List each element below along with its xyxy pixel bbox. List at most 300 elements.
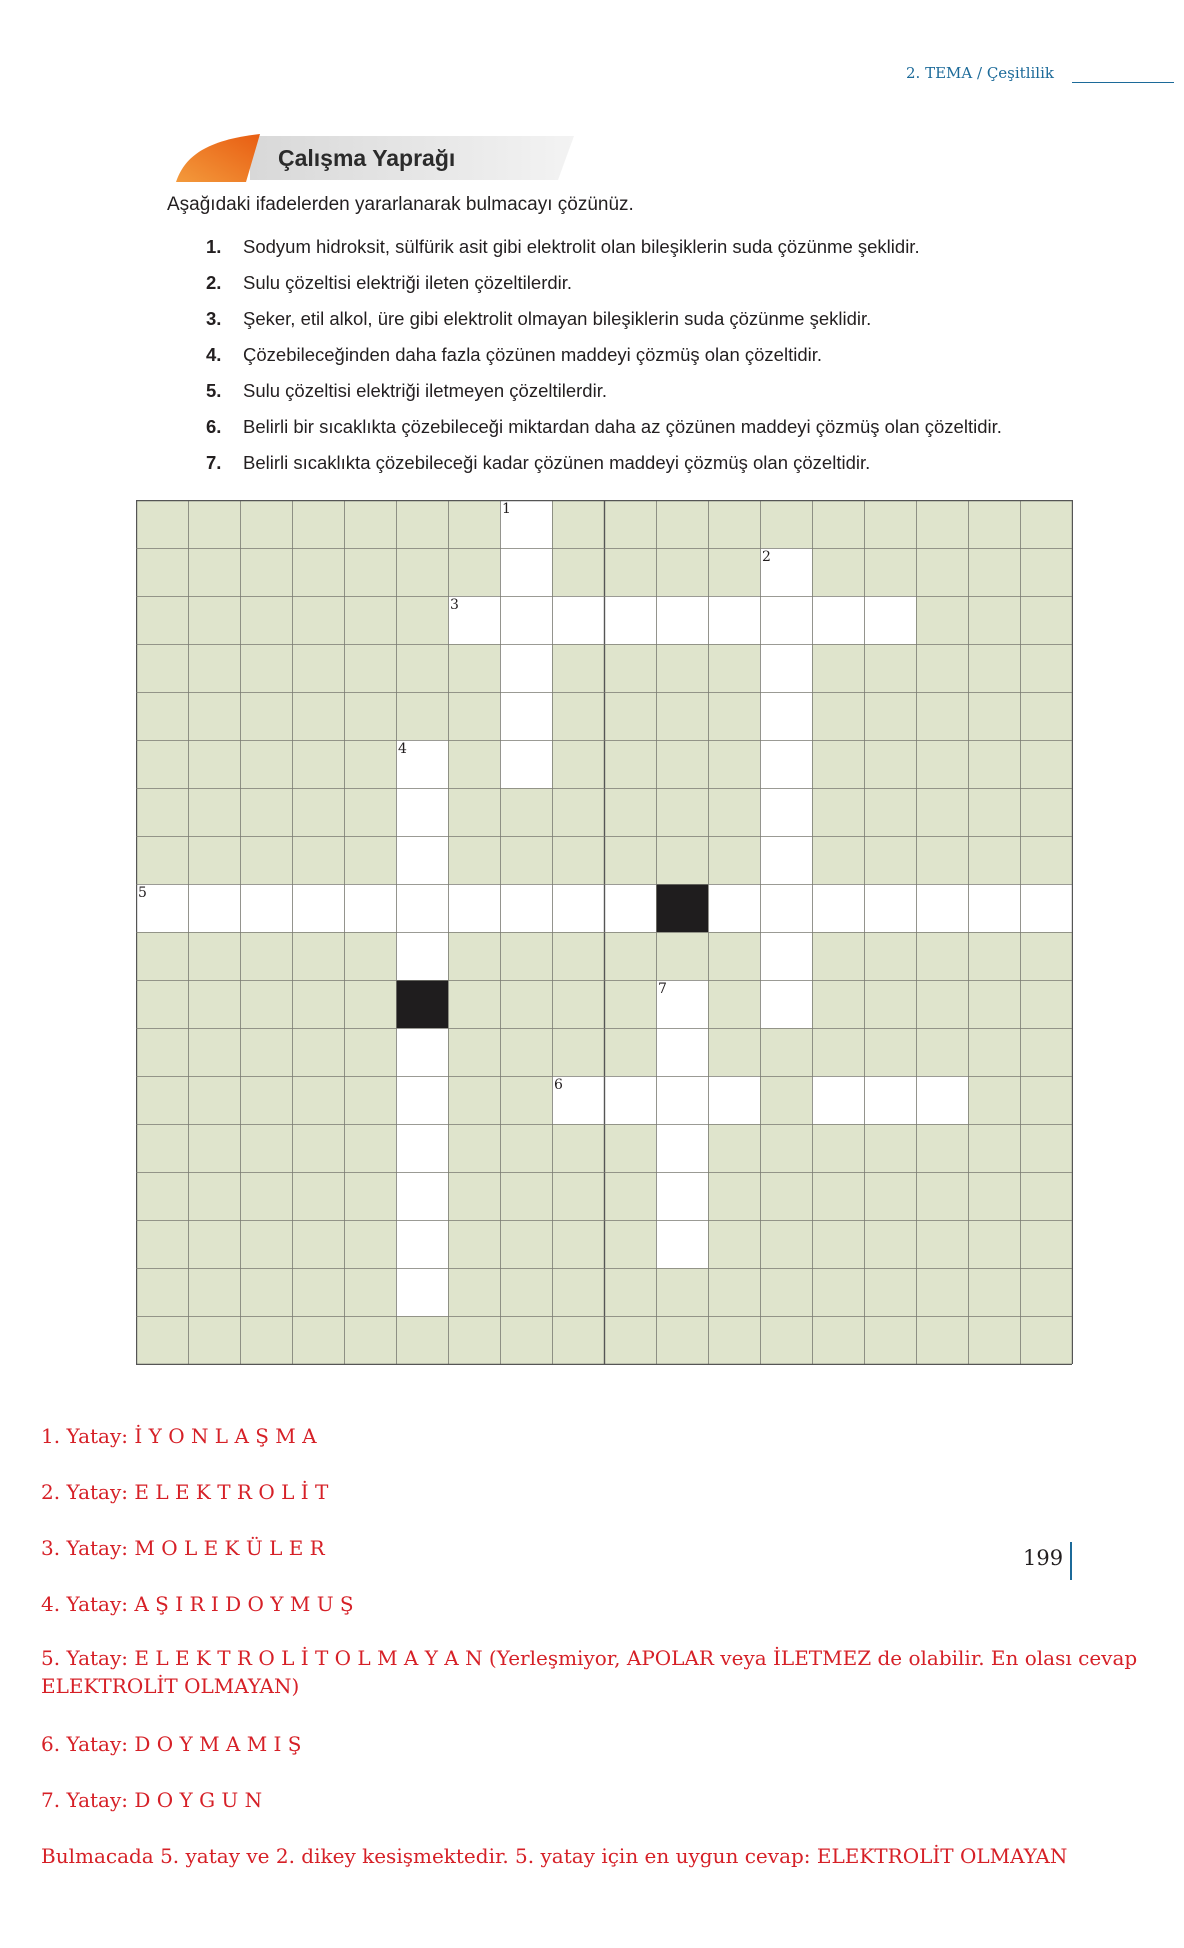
grid-cell — [188, 1124, 240, 1172]
grid-cell — [708, 1268, 760, 1316]
grid-cell — [864, 1124, 916, 1172]
grid-cell — [344, 1268, 396, 1316]
grid-cell — [760, 1316, 812, 1364]
clue-number-label: 2 — [762, 549, 771, 565]
grid-cell — [344, 1220, 396, 1268]
grid-cell — [136, 1268, 188, 1316]
grid-cell — [396, 644, 448, 692]
grid-cell — [864, 644, 916, 692]
grid-cell — [656, 692, 708, 740]
grid-cell — [136, 1172, 188, 1220]
grid-cell — [396, 500, 448, 548]
grid-cell — [916, 1316, 968, 1364]
grid-cell — [552, 1220, 604, 1268]
answer-cell[interactable] — [968, 884, 1020, 932]
grid-cell — [500, 1316, 552, 1364]
black-cell — [656, 884, 708, 932]
grid-cell — [812, 740, 864, 788]
grid-cell — [1020, 500, 1072, 548]
answer-cell[interactable] — [656, 596, 708, 644]
grid-cell — [240, 644, 292, 692]
grid-cell — [708, 788, 760, 836]
grid-cell — [344, 644, 396, 692]
worksheet-banner — [174, 132, 574, 184]
grid-cell — [136, 1076, 188, 1124]
clue-text: Sulu çözeltisi elektriği iletmeyen çözeltilerdir. — [243, 380, 607, 401]
grid-cell — [500, 932, 552, 980]
grid-cell — [708, 980, 760, 1028]
grid-cell — [448, 500, 500, 548]
grid-cell — [916, 980, 968, 1028]
grid-cell — [292, 1316, 344, 1364]
answer-line: 7. Yatay: D O Y G U N — [41, 1788, 263, 1812]
grid-cell — [656, 644, 708, 692]
clue-number-label: 3 — [450, 597, 459, 613]
grid-cell — [552, 836, 604, 884]
grid-cell — [396, 1316, 448, 1364]
grid-cell — [292, 1172, 344, 1220]
grid-cell — [344, 548, 396, 596]
grid-cell — [240, 932, 292, 980]
grid-cell — [188, 1172, 240, 1220]
grid-cell — [916, 548, 968, 596]
grid-cell — [916, 644, 968, 692]
grid-cell — [240, 980, 292, 1028]
grid-cell — [240, 1268, 292, 1316]
answer-cell[interactable] — [656, 1076, 708, 1124]
grid-cell — [604, 548, 656, 596]
grid-cell — [136, 500, 188, 548]
grid-cell — [240, 1028, 292, 1076]
grid-cell — [1020, 740, 1072, 788]
header-rule — [1072, 82, 1174, 83]
grid-cell — [136, 1220, 188, 1268]
answer-cell[interactable] — [656, 1028, 708, 1076]
grid-cell — [1020, 1268, 1072, 1316]
grid-cell — [136, 644, 188, 692]
answer-cell[interactable] — [396, 1220, 448, 1268]
answer-cell[interactable] — [396, 1172, 448, 1220]
grid-cell — [448, 644, 500, 692]
worksheet-title: Çalışma Yaprağı — [278, 145, 456, 171]
grid-cell — [1020, 548, 1072, 596]
grid-cell — [708, 644, 760, 692]
clue-text: Çözebileceğinden daha fazla çözünen maddeyi çözmüş olan çözeltidir. — [243, 344, 822, 365]
grid-cell — [760, 1172, 812, 1220]
answer-cell[interactable] — [760, 788, 812, 836]
answer-cell[interactable] — [604, 884, 656, 932]
clue-number-label: 4 — [398, 741, 407, 757]
grid-cell — [604, 788, 656, 836]
grid-cell — [344, 980, 396, 1028]
grid-cell — [552, 500, 604, 548]
grid-cell — [188, 836, 240, 884]
clue-number: 4. — [206, 344, 222, 365]
grid-cell — [1020, 1316, 1072, 1364]
grid-cell — [604, 500, 656, 548]
answer-cell[interactable] — [448, 884, 500, 932]
grid-cell — [292, 596, 344, 644]
answer-note: Bulmacada 5. yatay ve 2. dikey kesişmektedir. 5. yatay için en uygun cevap: ELEKTROLİT OLMAYAN — [41, 1844, 1068, 1868]
grid-cell — [448, 1172, 500, 1220]
grid-cell — [968, 836, 1020, 884]
grid-cell — [448, 1316, 500, 1364]
grid-cell — [396, 596, 448, 644]
grid-cell — [396, 692, 448, 740]
clue-text: Sodyum hidroksit, sülfürik asit gibi elektrolit olan bileşiklerin suda çözünme şeklidir. — [243, 236, 920, 257]
grid-cell — [448, 692, 500, 740]
grid-cell — [1020, 1076, 1072, 1124]
grid-cell — [864, 1268, 916, 1316]
grid-cell — [916, 500, 968, 548]
grid-cell — [136, 740, 188, 788]
answer-cell[interactable] — [760, 932, 812, 980]
answer-cell[interactable] — [916, 884, 968, 932]
answer-cell[interactable] — [552, 884, 604, 932]
grid-cell — [1020, 932, 1072, 980]
grid-cell — [500, 788, 552, 836]
grid-cell — [708, 500, 760, 548]
answer-cell[interactable] — [396, 1268, 448, 1316]
grid-cell — [500, 980, 552, 1028]
clue-text: Sulu çözeltisi elektriği ileten çözeltilerdir. — [243, 272, 573, 293]
grid-cell — [708, 1316, 760, 1364]
grid-cell — [864, 548, 916, 596]
clue-item — [206, 416, 1002, 452]
grid-cell — [448, 1124, 500, 1172]
crossword-grid — [136, 500, 1072, 1364]
answer-cell[interactable] — [760, 884, 812, 932]
grid-cell — [916, 1268, 968, 1316]
grid-cell — [968, 1172, 1020, 1220]
grid-cell — [344, 1028, 396, 1076]
grid-cell — [708, 932, 760, 980]
grid-cell — [552, 692, 604, 740]
grid-cell — [240, 1220, 292, 1268]
answer-cell[interactable] — [500, 884, 552, 932]
answer-cell[interactable] — [396, 1076, 448, 1124]
grid-cell — [500, 1076, 552, 1124]
grid-cell — [240, 692, 292, 740]
grid-cell — [812, 836, 864, 884]
grid-cell — [1020, 788, 1072, 836]
grid-cell — [344, 1172, 396, 1220]
clue-text: Belirli bir sıcaklıkta çözebileceği miktardan daha az çözünen maddeyi çözmüş olan çözeltidir. — [243, 416, 1002, 437]
answer-line: 1. Yatay: İ Y O N L A Ş M A — [41, 1424, 317, 1448]
grid-cell — [188, 644, 240, 692]
answer-cell[interactable] — [604, 596, 656, 644]
grid-cell — [604, 644, 656, 692]
grid-cell — [1020, 1028, 1072, 1076]
answer-cell[interactable] — [760, 980, 812, 1028]
answer-cell[interactable] — [812, 1076, 864, 1124]
grid-cell — [968, 1220, 1020, 1268]
grid-cell — [188, 548, 240, 596]
answer-cell[interactable] — [188, 884, 240, 932]
grid-cell — [1020, 836, 1072, 884]
grid-cell — [1020, 644, 1072, 692]
clue-item — [206, 380, 1002, 416]
grid-cell — [240, 1076, 292, 1124]
grid-cell — [136, 980, 188, 1028]
grid-cell — [812, 644, 864, 692]
grid-cell — [552, 644, 604, 692]
answer-cell[interactable] — [760, 836, 812, 884]
grid-cell — [552, 1316, 604, 1364]
answer-cell[interactable] — [500, 740, 552, 788]
clue-text: Belirli sıcaklıkta çözebileceği kadar çözünen maddeyi çözmüş olan çözeltidir. — [243, 452, 871, 473]
answer-cell[interactable] — [656, 1220, 708, 1268]
grid-cell — [916, 1172, 968, 1220]
grid-cell — [292, 692, 344, 740]
grid-cell — [240, 1124, 292, 1172]
grid-cell — [344, 596, 396, 644]
grid-cell — [916, 836, 968, 884]
grid-cell — [240, 788, 292, 836]
grid-cell — [604, 1124, 656, 1172]
grid-cell — [812, 1172, 864, 1220]
grid-cell — [812, 1028, 864, 1076]
grid-cell — [240, 596, 292, 644]
grid-cell — [136, 932, 188, 980]
grid-cell — [188, 1028, 240, 1076]
grid-cell — [500, 1028, 552, 1076]
grid-cell — [188, 1316, 240, 1364]
grid-cell — [448, 980, 500, 1028]
grid-cell — [344, 692, 396, 740]
clue-number-label: 6 — [554, 1077, 563, 1093]
grid-cell — [864, 932, 916, 980]
answer-cell[interactable] — [240, 884, 292, 932]
grid-cell — [292, 1028, 344, 1076]
grid-cell — [500, 1220, 552, 1268]
grid-cell — [344, 932, 396, 980]
answer-cell[interactable] — [656, 1172, 708, 1220]
grid-cell — [552, 980, 604, 1028]
grid-cell — [812, 1124, 864, 1172]
grid-cell — [760, 1268, 812, 1316]
answer-cell[interactable] — [812, 596, 864, 644]
grid-cell — [344, 1124, 396, 1172]
grid-cell — [812, 980, 864, 1028]
black-cell — [396, 980, 448, 1028]
grid-cell — [188, 500, 240, 548]
grid-cell — [136, 836, 188, 884]
grid-cell — [292, 1076, 344, 1124]
grid-cell — [656, 1316, 708, 1364]
grid-cell — [292, 644, 344, 692]
grid-cell — [864, 1316, 916, 1364]
grid-cell — [240, 836, 292, 884]
grid-cell — [136, 1124, 188, 1172]
grid-cell — [864, 1220, 916, 1268]
grid-cell — [448, 932, 500, 980]
grid-cell — [708, 1028, 760, 1076]
grid-cell — [448, 548, 500, 596]
grid-cell — [916, 932, 968, 980]
answer-cell[interactable] — [500, 644, 552, 692]
grid-cell — [812, 500, 864, 548]
grid-cell — [188, 740, 240, 788]
grid-cell — [344, 1316, 396, 1364]
grid-cell — [968, 980, 1020, 1028]
answer-cell[interactable] — [760, 596, 812, 644]
grid-cell — [188, 788, 240, 836]
grid-cell — [240, 1172, 292, 1220]
grid-cell — [916, 1124, 968, 1172]
grid-cell — [552, 1268, 604, 1316]
grid-cell — [604, 1172, 656, 1220]
answer-cell[interactable] — [396, 884, 448, 932]
grid-cell — [916, 1220, 968, 1268]
grid-cell — [292, 500, 344, 548]
answer-cell[interactable] — [864, 1076, 916, 1124]
grid-cell — [604, 932, 656, 980]
grid-cell — [708, 1220, 760, 1268]
clue-number: 7. — [206, 452, 222, 473]
answer-cell[interactable] — [1020, 884, 1072, 932]
grid-cell — [864, 1172, 916, 1220]
answer-cell[interactable] — [500, 692, 552, 740]
grid-cell — [708, 548, 760, 596]
grid-cell — [136, 596, 188, 644]
grid-cell — [448, 1076, 500, 1124]
grid-cell — [656, 740, 708, 788]
grid-cell — [604, 980, 656, 1028]
answer-cell[interactable] — [708, 596, 760, 644]
answer-cell[interactable] — [812, 884, 864, 932]
answer-line: 3. Yatay: M O L E K Ü L E R — [41, 1536, 325, 1560]
grid-cell — [448, 788, 500, 836]
grid-cell — [552, 932, 604, 980]
clue-number-label: 1 — [502, 501, 511, 517]
answer-line: 2. Yatay: E L E K T R O L İ T — [41, 1480, 329, 1504]
answer-cell[interactable] — [292, 884, 344, 932]
clue-item — [206, 344, 1002, 380]
grid-cell — [1020, 596, 1072, 644]
grid-cell — [448, 1268, 500, 1316]
grid-cell — [292, 1220, 344, 1268]
answer-cell[interactable] — [760, 740, 812, 788]
clue-item — [206, 236, 1002, 272]
clue-number-label: 5 — [138, 885, 147, 901]
grid-cell — [812, 548, 864, 596]
grid-cell — [916, 692, 968, 740]
grid-cell — [812, 1316, 864, 1364]
answer-line: 5. Yatay: E L E K T R O L İ T O L M A Y A N (Yerleşmiyor, APOLAR veya İLETMEZ de olabilir. En olası cevap ELEKTROLİT OLMAYAN) — [41, 1646, 1138, 1698]
grid-cell — [760, 1028, 812, 1076]
grid-cell — [864, 1028, 916, 1076]
answer-cell[interactable] — [552, 596, 604, 644]
grid-cell — [968, 500, 1020, 548]
answer-cell[interactable] — [916, 1076, 968, 1124]
grid-cell — [656, 836, 708, 884]
grid-cell — [760, 1076, 812, 1124]
answer-cell[interactable] — [396, 932, 448, 980]
grid-cell — [656, 548, 708, 596]
grid-cell — [604, 1028, 656, 1076]
grid-cell — [188, 1220, 240, 1268]
answer-cell[interactable] — [760, 692, 812, 740]
answer-cell[interactable] — [864, 884, 916, 932]
grid-cell — [136, 548, 188, 596]
grid-cell — [188, 932, 240, 980]
grid-cell — [188, 1076, 240, 1124]
answer-cell[interactable] — [656, 1124, 708, 1172]
grid-cell — [864, 836, 916, 884]
grid-cell — [240, 1316, 292, 1364]
grid-cell — [812, 932, 864, 980]
answer-cell[interactable] — [500, 596, 552, 644]
grid-cell — [344, 836, 396, 884]
grid-cell — [188, 980, 240, 1028]
grid-cell — [656, 500, 708, 548]
answer-cell[interactable] — [396, 836, 448, 884]
answer-cell[interactable] — [864, 596, 916, 644]
section-header: 2. TEMA / Çeşitlilik — [906, 64, 1054, 82]
answer-cell[interactable] — [760, 644, 812, 692]
grid-cell — [864, 980, 916, 1028]
answer-cell[interactable] — [396, 1124, 448, 1172]
grid-cell — [1020, 1220, 1072, 1268]
grid-cell — [500, 1268, 552, 1316]
answer-cell[interactable] — [396, 1028, 448, 1076]
answer-cell[interactable] — [708, 1076, 760, 1124]
grid-cell — [344, 500, 396, 548]
answer-line: 4. Yatay: A Ş I R I D O Y M U Ş — [41, 1592, 354, 1616]
grid-cell — [708, 740, 760, 788]
grid-cell — [760, 500, 812, 548]
answer-cell[interactable] — [500, 548, 552, 596]
grid-cell — [552, 1028, 604, 1076]
answer-cell[interactable] — [708, 884, 760, 932]
page-number-rule — [1070, 1542, 1072, 1580]
clue-number: 1. — [206, 236, 222, 257]
clue-number: 2. — [206, 272, 222, 293]
grid-cell — [916, 740, 968, 788]
grid-cell — [968, 1124, 1020, 1172]
grid-cell — [500, 836, 552, 884]
clue-item — [206, 452, 1002, 488]
answer-cell[interactable] — [604, 1076, 656, 1124]
answer-cell[interactable] — [344, 884, 396, 932]
grid-cell — [240, 740, 292, 788]
grid-cell — [708, 692, 760, 740]
answer-cell[interactable] — [396, 788, 448, 836]
grid-cell — [344, 740, 396, 788]
grid-cell — [604, 1316, 656, 1364]
grid-cell — [968, 932, 1020, 980]
grid-cell — [292, 932, 344, 980]
grid-cell — [136, 788, 188, 836]
grid-cell — [968, 548, 1020, 596]
grid-cell — [656, 788, 708, 836]
grid-cell — [448, 1220, 500, 1268]
grid-cell — [864, 740, 916, 788]
instruction-text: Aşağıdaki ifadelerden yararlanarak bulmacayı çözünüz. — [167, 194, 634, 215]
grid-cell — [292, 788, 344, 836]
grid-cell — [292, 740, 344, 788]
grid-cell — [708, 836, 760, 884]
grid-cell — [1020, 980, 1072, 1028]
grid-cell — [188, 596, 240, 644]
grid-cell — [240, 500, 292, 548]
grid-cell — [604, 1220, 656, 1268]
grid-cell — [916, 596, 968, 644]
grid-cell — [1020, 692, 1072, 740]
grid-cell — [968, 788, 1020, 836]
grid-cell — [812, 1220, 864, 1268]
